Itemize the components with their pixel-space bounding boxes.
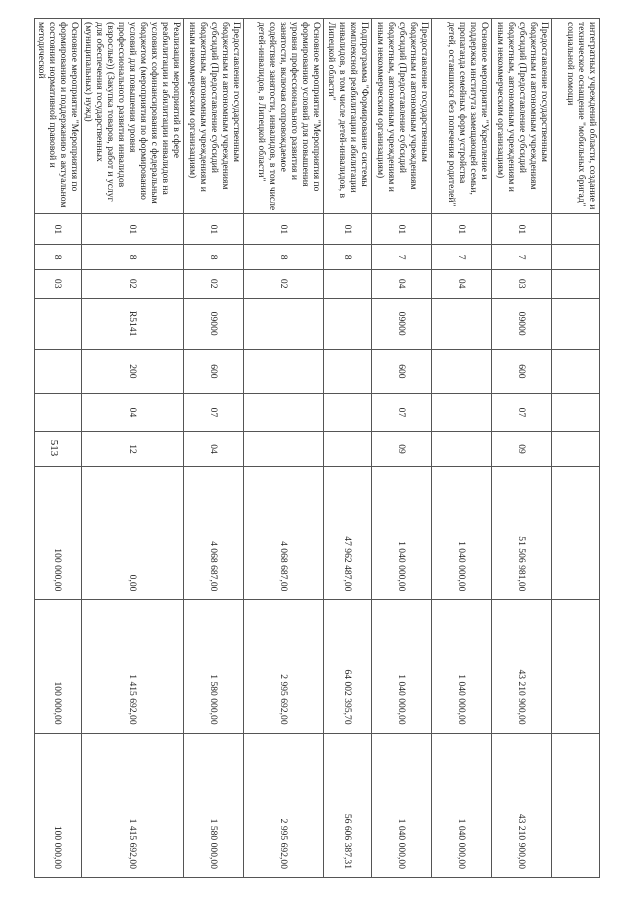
code-5-cell [35,349,82,393]
code-6-cell: 07 [372,394,432,432]
code-2-cell: 8 [35,245,82,269]
value-1-cell: 1 040 000,00 [372,467,432,600]
name-cell: Основное мероприятие "Мероприятия по формированию и поддержанию в актуальном состоянии нормативной правовой и методической [35,19,82,214]
value-1-cell: 0,00 [82,467,184,600]
code-1-cell: 01 [372,214,432,245]
code-3-cell: 02 [82,269,184,298]
name-cell: интегратных учреждений области, создание и техническое оснащение "мобильных бригад" социальной помощи [552,19,600,214]
code-3-cell: 04 [432,269,492,298]
code-5-cell: 600 [492,349,552,393]
code-3-cell: 03 [35,269,82,298]
code-2-cell: 7 [492,245,552,269]
code-2-cell: 8 [184,245,244,269]
code-6-cell [244,394,324,432]
value-2-cell: 43 210 900,00 [492,600,552,733]
table-row [492,19,552,878]
code-7-cell: 12 [82,431,184,467]
table-row [82,19,184,878]
value-2-cell: 100 000,00 [35,600,82,733]
code-6-cell [35,394,82,432]
code-2-cell: 8 [244,245,324,269]
value-1-cell: 47 962 487,00 [324,467,372,600]
value-3-cell: 1 040 000,00 [372,733,432,877]
code-3-cell [552,269,600,298]
value-1-cell [552,467,600,600]
code-5-cell: 600 [372,349,432,393]
code-6-cell: 07 [184,394,244,432]
code-1-cell: 01 [432,214,492,245]
code-7-cell: 09 [372,431,432,467]
code-7-cell [432,431,492,467]
code-1-cell: 01 [82,214,184,245]
value-3-cell: 1 580 000,00 [184,733,244,877]
page-number: 513 [48,439,60,457]
value-2-cell: 1 040 000,00 [432,600,492,733]
code-4-cell [552,298,600,349]
code-7-cell: 04 [184,431,244,467]
code-1-cell: 01 [324,214,372,245]
value-1-cell: 51 506 981,00 [492,467,552,600]
code-5-cell: 600 [184,349,244,393]
code-2-cell: 8 [324,245,372,269]
value-3-cell: 100 000,00 [35,733,82,877]
code-3-cell [324,269,372,298]
code-7-cell: 09 [492,431,552,467]
code-4-cell: 09000 [184,298,244,349]
value-2-cell: 2 995 692,00 [244,600,324,733]
code-1-cell: 01 [35,214,82,245]
table-row [184,19,244,878]
value-2-cell: 1 040 000,00 [372,600,432,733]
code-4-cell: R5141 [82,298,184,349]
value-2-cell: 1 580 000,00 [184,600,244,733]
code-5-cell [324,349,372,393]
code-3-cell: 02 [244,269,324,298]
code-5-cell [432,349,492,393]
code-4-cell [432,298,492,349]
code-2-cell [552,245,600,269]
code-5-cell [552,349,600,393]
value-2-cell: 64 002 395,70 [324,600,372,733]
code-3-cell: 02 [184,269,244,298]
name-cell: Предоставление государственным бюджетным и автономным учреждениям субсидий (Предоставление субсидий бюджетным, автономным учреждениям и иным некоммерческим организациям) [372,19,432,214]
value-3-cell: 1 040 000,00 [432,733,492,877]
name-cell: Предоставление государственным бюджетным и автономным учреждениям субсидий (Предоставление субсидий бюджетным, автономным учреждениям и иным некоммерческим организациям) [184,19,244,214]
table-row [372,19,432,878]
code-4-cell [324,298,372,349]
code-1-cell: 01 [184,214,244,245]
value-1-cell: 100 000,00 [35,467,82,600]
table-row [552,19,600,878]
code-2-cell: 8 [82,245,184,269]
table-row [432,19,492,878]
name-cell: Предоставление государственным бюджетным и автономным учреждениям субсидий (Предоставление субсидий бюджетным, автономным учреждениям и иным некоммерческим организациям) [492,19,552,214]
code-2-cell: 7 [372,245,432,269]
value-3-cell [552,733,600,877]
code-7-cell [552,431,600,467]
table-row [324,19,372,878]
value-3-cell: 1 415 692,00 [82,733,184,877]
code-6-cell [432,394,492,432]
code-1-cell: 01 [492,214,552,245]
value-3-cell: 43 210 900,00 [492,733,552,877]
code-3-cell: 04 [372,269,432,298]
code-1-cell: 01 [244,214,324,245]
value-1-cell: 4 068 687,00 [184,467,244,600]
name-cell: Подпрограмма "Формирование системы комплексной реабилитации и абилитации инвалидов, в том числе детей-инвалидов, в Липецкой области" [324,19,372,214]
code-6-cell: 07 [492,394,552,432]
value-3-cell: 56 606 387,31 [324,733,372,877]
code-3-cell: 03 [492,269,552,298]
code-7-cell [324,431,372,467]
code-1-cell [552,214,600,245]
code-5-cell [244,349,324,393]
name-cell: Основное мероприятие "Укрепление и поддержка института замещающей семьи, пропаганда семейных форм устройства детей, оставшихся без попечения родителей" [432,19,492,214]
code-5-cell: 200 [82,349,184,393]
value-1-cell: 1 040 000,00 [432,467,492,600]
value-3-cell: 2 995 692,00 [244,733,324,877]
code-7-cell [35,431,82,467]
code-4-cell: 09000 [492,298,552,349]
value-1-cell: 4 068 687,00 [244,467,324,600]
table-row [35,19,82,878]
value-2-cell: 1 415 692,00 [82,600,184,733]
code-7-cell [244,431,324,467]
name-cell: Реализация мероприятий в сфере реабилитации и абилитации инвалидов на условиях софинансирования с федеральным бюджетом (мероприятия по формированию условий для повышения уровня профессионального развития инвалидов (взрослые)) (Закупка товаров, работ и услуг для обеспечения государственных (муниципальных) нужд) [82,19,184,214]
code-6-cell [324,394,372,432]
code-4-cell: 09000 [372,298,432,349]
code-4-cell [35,298,82,349]
code-4-cell [244,298,324,349]
code-2-cell: 7 [432,245,492,269]
code-6-cell: 04 [82,394,184,432]
table-row [244,19,324,878]
code-6-cell [552,394,600,432]
budget-table [34,18,600,878]
name-cell: Основное мероприятие "Мероприятия по формированию условий для повышения уровня профессионального развития и занятости, включая сопровождаемое содействие занятости, инвалидов, в том числе детей-инвалидов, в Липецкой области" [244,19,324,214]
value-2-cell [552,600,600,733]
